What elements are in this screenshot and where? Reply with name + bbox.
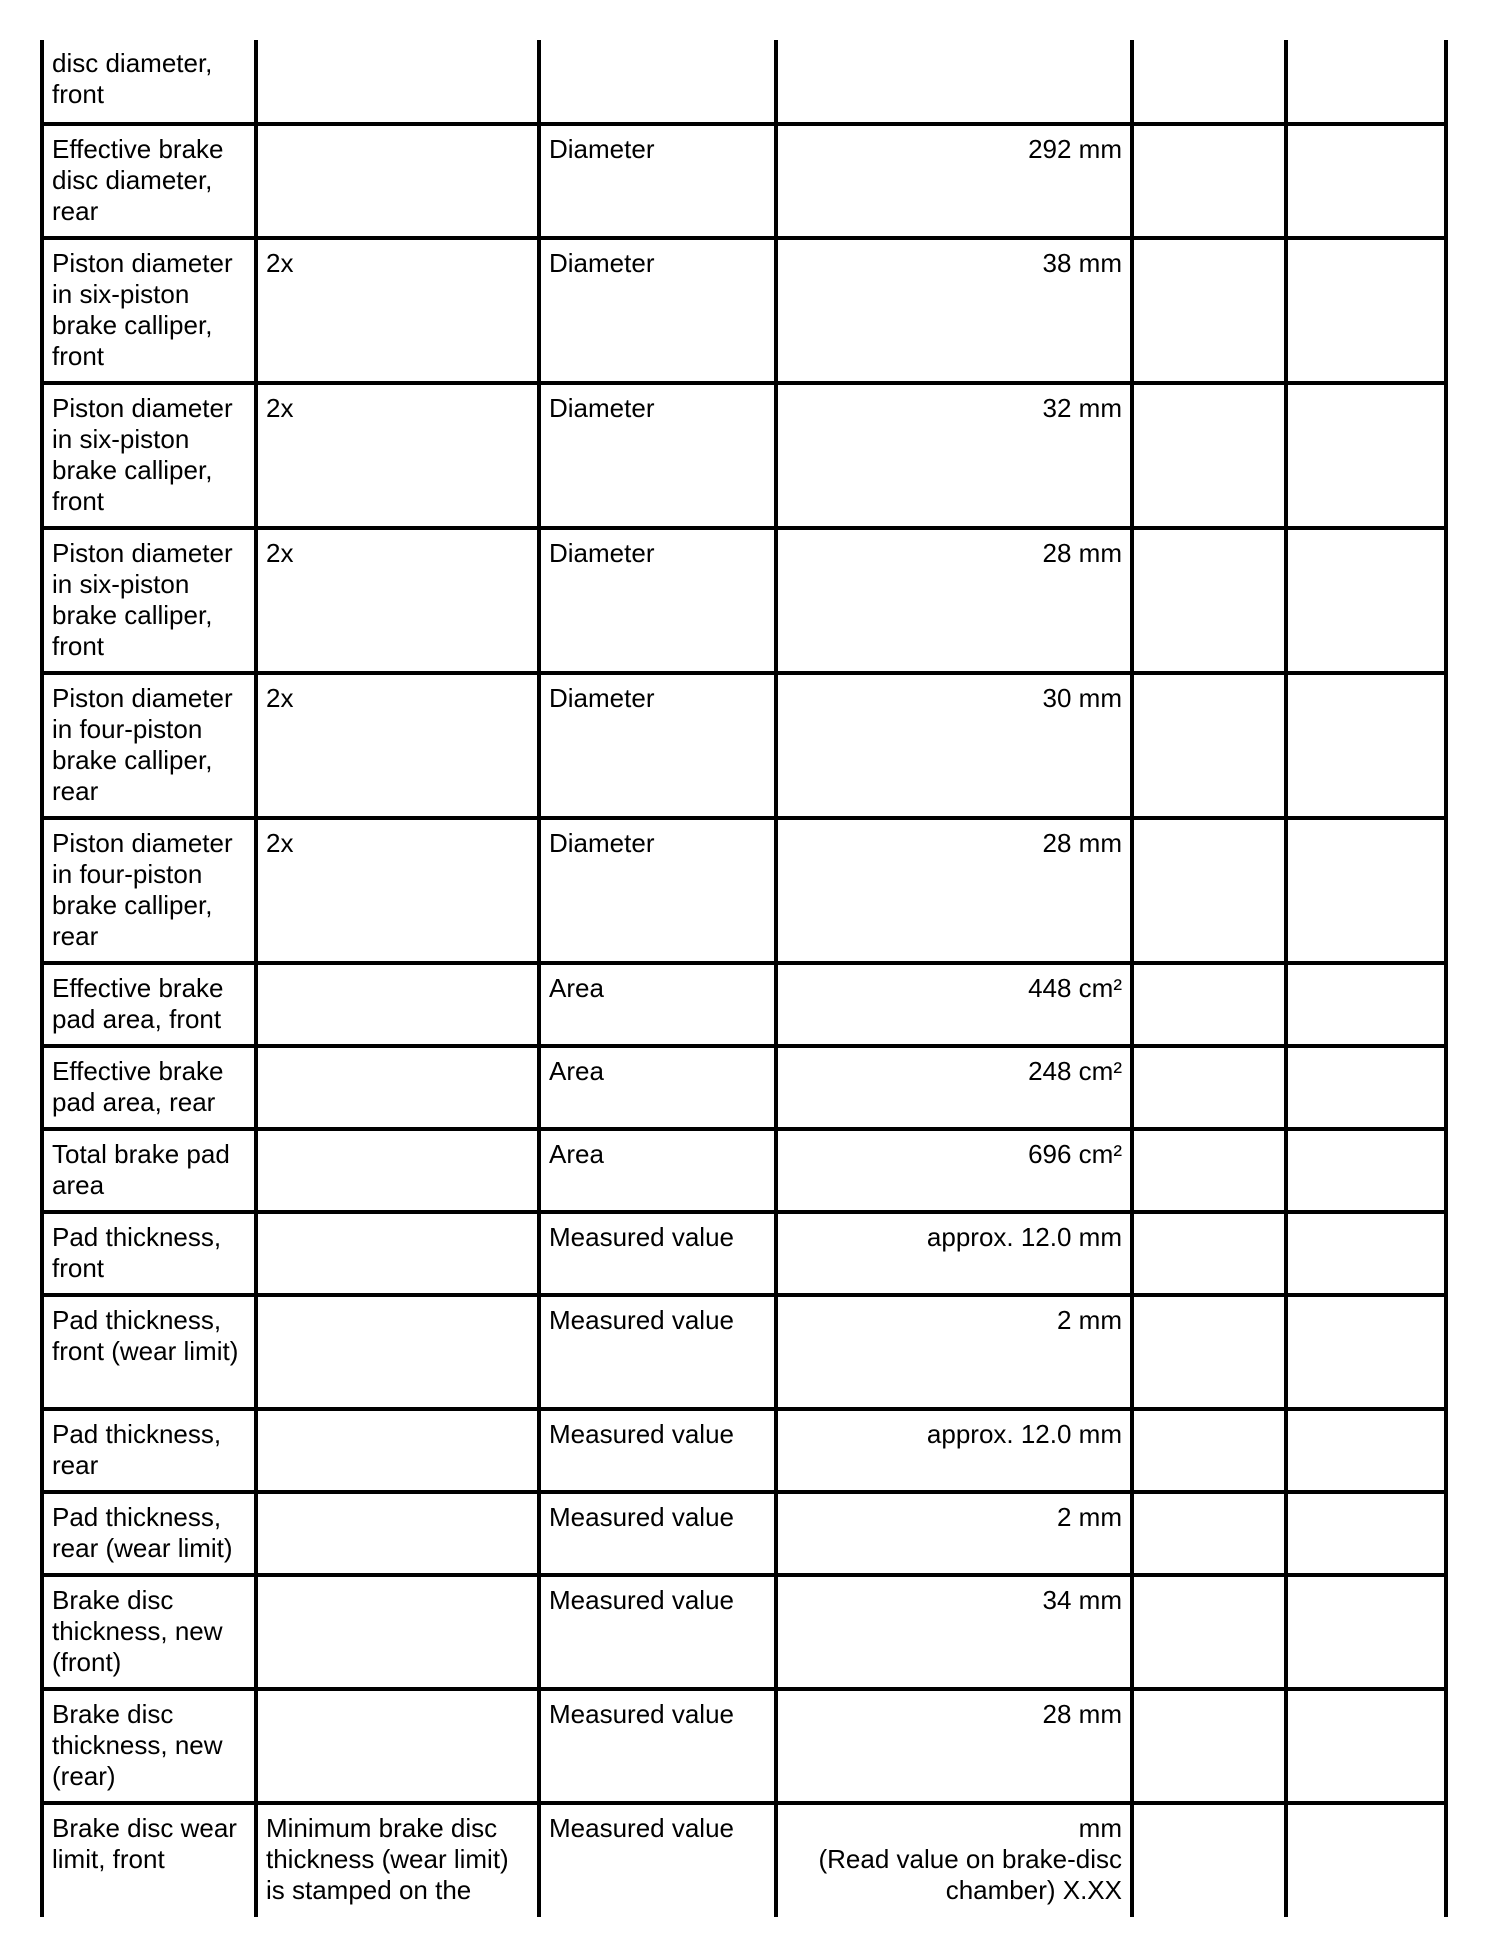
parameter-cell: Pad thickness, rear (wear limit) bbox=[42, 1492, 256, 1575]
parameter-cell: Brake disc wear limit, front bbox=[42, 1803, 256, 1917]
empty-cell bbox=[1132, 1212, 1286, 1295]
value-cell: 32 mm bbox=[776, 383, 1132, 528]
empty-cell bbox=[1132, 1295, 1286, 1409]
measurement-type-cell: Measured value bbox=[539, 1212, 776, 1295]
brake-specifications-table bbox=[40, 40, 1448, 1917]
empty-cell bbox=[1132, 963, 1286, 1046]
table-row bbox=[42, 124, 1446, 238]
value-cell: mm (Read value on brake-disc chamber) X.XX bbox=[776, 1803, 1132, 1917]
quantity-cell bbox=[256, 1046, 539, 1129]
quantity-cell bbox=[256, 963, 539, 1046]
quantity-cell: Minimum brake disc thickness (wear limit) is stamped on the bbox=[256, 1803, 539, 1917]
empty-cell bbox=[1286, 40, 1446, 124]
value-cell: 38 mm bbox=[776, 238, 1132, 383]
empty-cell bbox=[1286, 1212, 1446, 1295]
empty-cell bbox=[1132, 40, 1286, 124]
quantity-cell: 2x bbox=[256, 528, 539, 673]
empty-cell bbox=[1286, 528, 1446, 673]
table-row bbox=[42, 40, 1446, 124]
empty-cell bbox=[1286, 963, 1446, 1046]
quantity-cell: 2x bbox=[256, 383, 539, 528]
empty-cell bbox=[1132, 1575, 1286, 1689]
parameter-cell: Pad thickness, rear bbox=[42, 1409, 256, 1492]
parameter-cell: Piston diameter in six-piston brake calliper, front bbox=[42, 528, 256, 673]
measurement-type-cell: Measured value bbox=[539, 1295, 776, 1409]
measurement-type-cell: Area bbox=[539, 963, 776, 1046]
measurement-type-cell: Diameter bbox=[539, 673, 776, 818]
quantity-cell bbox=[256, 124, 539, 238]
value-cell: approx. 12.0 mm bbox=[776, 1409, 1132, 1492]
quantity-cell bbox=[256, 1212, 539, 1295]
value-cell: 2 mm bbox=[776, 1295, 1132, 1409]
value-cell: 248 cm² bbox=[776, 1046, 1132, 1129]
quantity-cell bbox=[256, 1492, 539, 1575]
quantity-cell: 2x bbox=[256, 818, 539, 963]
empty-cell bbox=[1286, 383, 1446, 528]
quantity-cell bbox=[256, 40, 539, 124]
empty-cell bbox=[1132, 1689, 1286, 1803]
empty-cell bbox=[1132, 383, 1286, 528]
table-row bbox=[42, 1689, 1446, 1803]
measurement-type-cell: Diameter bbox=[539, 383, 776, 528]
measurement-type-cell: Area bbox=[539, 1046, 776, 1129]
empty-cell bbox=[1286, 1689, 1446, 1803]
table-row bbox=[42, 963, 1446, 1046]
value-cell: 696 cm² bbox=[776, 1129, 1132, 1212]
parameter-cell: Total brake pad area bbox=[42, 1129, 256, 1212]
table-row bbox=[42, 1212, 1446, 1295]
measurement-type-cell: Measured value bbox=[539, 1575, 776, 1689]
value-cell: 292 mm bbox=[776, 124, 1132, 238]
table-row bbox=[42, 1295, 1446, 1409]
empty-cell bbox=[1132, 1046, 1286, 1129]
parameter-cell: disc diameter, front bbox=[42, 40, 256, 124]
measurement-type-cell: Measured value bbox=[539, 1803, 776, 1917]
table-row bbox=[42, 238, 1446, 383]
parameter-cell: Piston diameter in four-piston brake calliper, rear bbox=[42, 673, 256, 818]
value-cell: 28 mm bbox=[776, 818, 1132, 963]
empty-cell bbox=[1286, 1575, 1446, 1689]
parameter-cell: Effective brake disc diameter, rear bbox=[42, 124, 256, 238]
measurement-type-cell bbox=[539, 40, 776, 124]
parameter-cell: Pad thickness, front bbox=[42, 1212, 256, 1295]
table-row bbox=[42, 1803, 1446, 1917]
empty-cell bbox=[1132, 528, 1286, 673]
table-row bbox=[42, 528, 1446, 673]
table-row bbox=[42, 1409, 1446, 1492]
parameter-cell: Piston diameter in four-piston brake calliper, rear bbox=[42, 818, 256, 963]
empty-cell bbox=[1286, 1129, 1446, 1212]
empty-cell bbox=[1286, 1409, 1446, 1492]
quantity-cell: 2x bbox=[256, 673, 539, 818]
table-row bbox=[42, 383, 1446, 528]
measurement-type-cell: Diameter bbox=[539, 818, 776, 963]
empty-cell bbox=[1132, 238, 1286, 383]
empty-cell bbox=[1132, 1803, 1286, 1917]
measurement-type-cell: Measured value bbox=[539, 1492, 776, 1575]
value-cell: approx. 12.0 mm bbox=[776, 1212, 1132, 1295]
value-cell: 2 mm bbox=[776, 1492, 1132, 1575]
quantity-cell: 2x bbox=[256, 238, 539, 383]
table-row bbox=[42, 1046, 1446, 1129]
value-cell: 448 cm² bbox=[776, 963, 1132, 1046]
value-cell: 30 mm bbox=[776, 673, 1132, 818]
measurement-type-cell: Diameter bbox=[539, 528, 776, 673]
table-row bbox=[42, 673, 1446, 818]
parameter-cell: Effective brake pad area, front bbox=[42, 963, 256, 1046]
table-row bbox=[42, 1129, 1446, 1212]
empty-cell bbox=[1286, 1803, 1446, 1917]
quantity-cell bbox=[256, 1409, 539, 1492]
empty-cell bbox=[1286, 673, 1446, 818]
measurement-type-cell: Measured value bbox=[539, 1689, 776, 1803]
parameter-cell: Brake disc thickness, new (front) bbox=[42, 1575, 256, 1689]
value-cell: 34 mm bbox=[776, 1575, 1132, 1689]
empty-cell bbox=[1286, 818, 1446, 963]
empty-cell bbox=[1132, 673, 1286, 818]
empty-cell bbox=[1286, 238, 1446, 383]
empty-cell bbox=[1132, 1409, 1286, 1492]
quantity-cell bbox=[256, 1295, 539, 1409]
empty-cell bbox=[1286, 1295, 1446, 1409]
measurement-type-cell: Area bbox=[539, 1129, 776, 1212]
quantity-cell bbox=[256, 1689, 539, 1803]
quantity-cell bbox=[256, 1129, 539, 1212]
empty-cell bbox=[1286, 1492, 1446, 1575]
empty-cell bbox=[1286, 124, 1446, 238]
value-cell: 28 mm bbox=[776, 528, 1132, 673]
measurement-type-cell: Diameter bbox=[539, 124, 776, 238]
quantity-cell bbox=[256, 1575, 539, 1689]
table-row bbox=[42, 818, 1446, 963]
empty-cell bbox=[1132, 124, 1286, 238]
parameter-cell: Piston diameter in six-piston brake calliper, front bbox=[42, 238, 256, 383]
table-row bbox=[42, 1575, 1446, 1689]
empty-cell bbox=[1132, 1129, 1286, 1212]
empty-cell bbox=[1132, 1492, 1286, 1575]
value-cell bbox=[776, 40, 1132, 124]
parameter-cell: Effective brake pad area, rear bbox=[42, 1046, 256, 1129]
parameter-cell: Piston diameter in six-piston brake calliper, front bbox=[42, 383, 256, 528]
parameter-cell: Brake disc thickness, new (rear) bbox=[42, 1689, 256, 1803]
parameter-cell: Pad thickness, front (wear limit) bbox=[42, 1295, 256, 1409]
value-cell: 28 mm bbox=[776, 1689, 1132, 1803]
empty-cell bbox=[1286, 1046, 1446, 1129]
table-row bbox=[42, 1492, 1446, 1575]
empty-cell bbox=[1132, 818, 1286, 963]
measurement-type-cell: Measured value bbox=[539, 1409, 776, 1492]
measurement-type-cell: Diameter bbox=[539, 238, 776, 383]
